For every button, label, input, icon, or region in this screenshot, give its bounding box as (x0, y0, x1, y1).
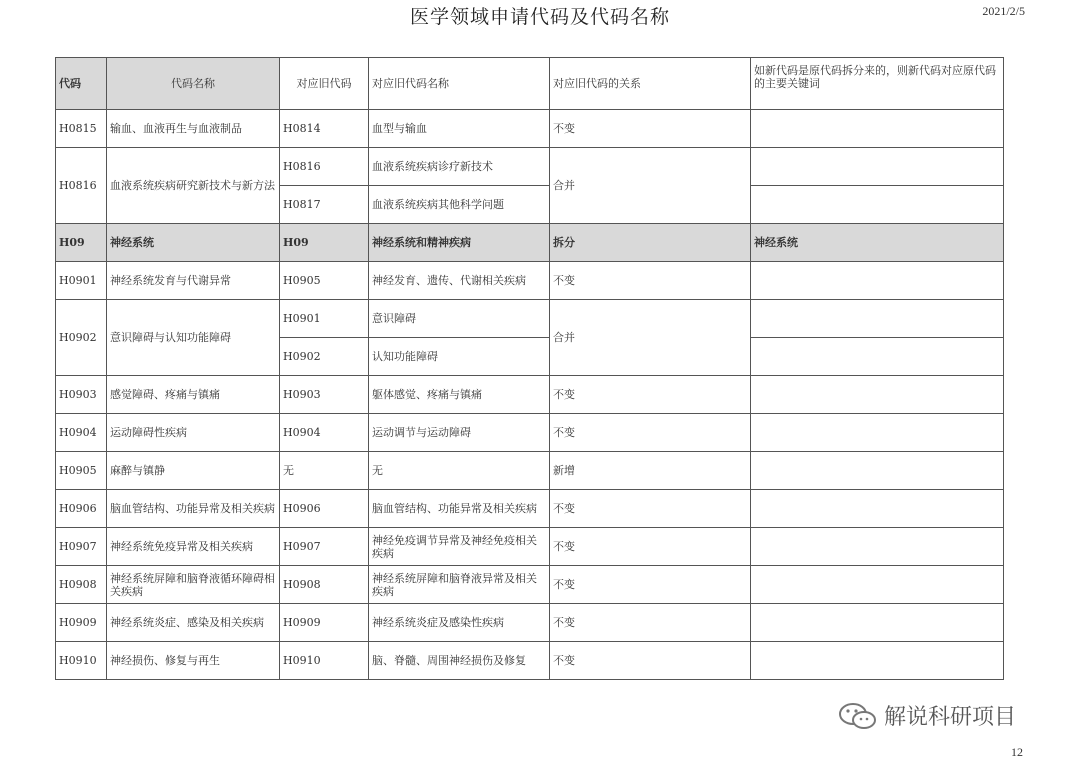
cell-code: H0908 (56, 566, 107, 604)
table-row (56, 490, 1004, 528)
cell-old-code: H0905 (280, 262, 369, 300)
table-row (56, 642, 1004, 680)
cell-keywords (751, 414, 1004, 452)
cell-relation: 不变 (550, 414, 751, 452)
cell-code-name: 感觉障碍、疼痛与镇痛 (107, 376, 280, 414)
cell-old-code-name: 神经系统炎症及感染性疾病 (369, 604, 550, 642)
cell-old-code-name: 脑血管结构、功能异常及相关疾病 (369, 490, 550, 528)
table-row (56, 110, 1004, 148)
watermark (838, 700, 1016, 731)
cell-keywords (751, 490, 1004, 528)
cell-old-code-name: 血液系统疾病诊疗新技术 (369, 148, 550, 186)
cell-keywords (751, 528, 1004, 566)
cell-old-code: 无 (280, 452, 369, 490)
cell-code: H09 (56, 224, 107, 262)
cell-old-code: H0908 (280, 566, 369, 604)
cell-code: H0910 (56, 642, 107, 680)
cell-code: H0901 (56, 262, 107, 300)
cell-keywords: 神经系统 (751, 224, 1004, 262)
cell-code-name: 神经系统 (107, 224, 280, 262)
cell-old-code: H0814 (280, 110, 369, 148)
cell-code-name: 神经系统发育与代谢异常 (107, 262, 280, 300)
table-row (56, 528, 1004, 566)
table-group-row (56, 224, 1004, 262)
cell-code: H0909 (56, 604, 107, 642)
cell-code: H0815 (56, 110, 107, 148)
cell-relation: 不变 (550, 604, 751, 642)
cell-relation: 不变 (550, 528, 751, 566)
cell-old-code-name: 无 (369, 452, 550, 490)
header-old-code-name: 对应旧代码名称 (369, 58, 550, 110)
header-code-name: 代码名称 (107, 58, 280, 110)
header-code: 代码 (56, 58, 107, 110)
cell-old-code: H0903 (280, 376, 369, 414)
watermark-text: 解说科研项目 (884, 705, 1017, 730)
document-date: 2021/2/5 (982, 4, 1025, 18)
cell-code: H0903 (56, 376, 107, 414)
cell-keywords (751, 566, 1004, 604)
cell-relation: 不变 (550, 490, 751, 528)
page-number: 12 (1011, 745, 1023, 759)
cell-old-code-name: 躯体感觉、疼痛与镇痛 (369, 376, 550, 414)
table-row (56, 604, 1004, 642)
cell-keywords (751, 148, 1004, 186)
cell-old-code: H0910 (280, 642, 369, 680)
cell-old-code-name: 神经免疫调节异常及神经免疫相关疾病 (369, 528, 550, 566)
cell-relation: 不变 (550, 376, 751, 414)
cell-relation: 新增 (550, 452, 751, 490)
cell-code: H0816 (56, 148, 107, 224)
table-row (56, 262, 1004, 300)
cell-keywords (751, 186, 1004, 224)
cell-code-name: 血液系统疾病研究新技术与新方法 (107, 148, 280, 224)
cell-code: H0905 (56, 452, 107, 490)
cell-relation: 不变 (550, 262, 751, 300)
cell-keywords (751, 338, 1004, 376)
cell-code-name: 麻醉与镇静 (107, 452, 280, 490)
cell-old-code-name: 神经系统屏障和脑脊液异常及相关疾病 (369, 566, 550, 604)
table-row (56, 148, 1004, 186)
page-title: 医学领域申请代码及代码名称 (409, 6, 670, 28)
table-row (56, 376, 1004, 414)
cell-code-name: 神经系统炎症、感染及相关疾病 (107, 604, 280, 642)
cell-old-code-name: 脑、脊髓、周围神经损伤及修复 (369, 642, 550, 680)
code-table (55, 57, 1004, 680)
cell-keywords (751, 376, 1004, 414)
cell-keywords (751, 110, 1004, 148)
cell-code-name: 神经系统免疫异常及相关疾病 (107, 528, 280, 566)
cell-keywords (751, 262, 1004, 300)
cell-old-code: H0906 (280, 490, 369, 528)
cell-relation: 不变 (550, 642, 751, 680)
cell-old-code-name: 运动调节与运动障碍 (369, 414, 550, 452)
cell-code-name: 脑血管结构、功能异常及相关疾病 (107, 490, 280, 528)
table-row (56, 414, 1004, 452)
cell-old-code: H0902 (280, 338, 369, 376)
cell-relation: 拆分 (550, 224, 751, 262)
cell-old-code: H0909 (280, 604, 369, 642)
table-row (56, 566, 1004, 604)
cell-old-code-name: 意识障碍 (369, 300, 550, 338)
table-row (56, 300, 1004, 338)
header-keywords: 如新代码是原代码拆分来的，则新代码对应原代码的主要关键词 (751, 58, 1004, 110)
cell-old-code-name: 神经发育、遗传、代谢相关疾病 (369, 262, 550, 300)
cell-code: H0907 (56, 528, 107, 566)
cell-relation: 合并 (550, 300, 751, 376)
cell-keywords (751, 452, 1004, 490)
cell-code: H0902 (56, 300, 107, 376)
cell-old-code: H0907 (280, 528, 369, 566)
cell-code: H0904 (56, 414, 107, 452)
cell-old-code: H0904 (280, 414, 369, 452)
header-relation: 对应旧代码的关系 (550, 58, 751, 110)
cell-code: H0906 (56, 490, 107, 528)
cell-relation: 不变 (550, 110, 751, 148)
cell-code-name: 神经损伤、修复与再生 (107, 642, 280, 680)
cell-old-code-name: 认知功能障碍 (369, 338, 550, 376)
table-header-row (56, 58, 1004, 110)
cell-old-code: H0816 (280, 148, 369, 186)
cell-old-code-name: 血液系统疾病其他科学问题 (369, 186, 550, 224)
cell-code-name: 运动障碍性疾病 (107, 414, 280, 452)
table-row (56, 452, 1004, 490)
cell-old-code: H0901 (280, 300, 369, 338)
cell-old-code-name: 血型与输血 (369, 110, 550, 148)
cell-keywords (751, 604, 1004, 642)
cell-old-code-name: 神经系统和精神疾病 (369, 224, 550, 262)
cell-code-name: 神经系统屏障和脑脊液循环障碍相关疾病 (107, 566, 280, 604)
cell-code-name: 意识障碍与认知功能障碍 (107, 300, 280, 376)
header-old-code: 对应旧代码 (280, 58, 369, 110)
cell-keywords (751, 300, 1004, 338)
cell-old-code: H0817 (280, 186, 369, 224)
cell-code-name: 输血、血液再生与血液制品 (107, 110, 280, 148)
wechat-icon (838, 701, 878, 731)
cell-relation: 合并 (550, 148, 751, 224)
cell-old-code: H09 (280, 224, 369, 262)
cell-relation: 不变 (550, 566, 751, 604)
cell-keywords (751, 642, 1004, 680)
